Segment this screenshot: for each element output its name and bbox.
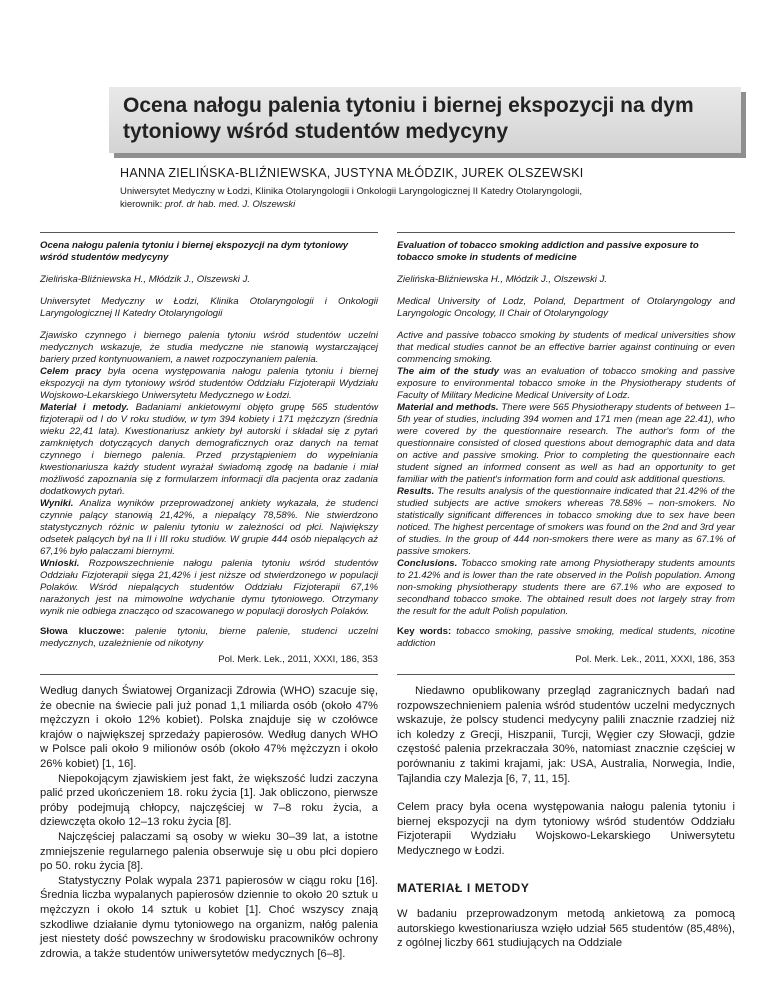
abstract-en-title: Evaluation of tobacco smoking addiction and passive exposure to tobacco smoke in students of medicine: [397, 240, 699, 263]
abstract-en-results-text: The results analysis of the questionnaire indicated that 21.42% of the studied subjects are active smokers whereas 78.58% – non-smokers. No statistically significant differences in tobacco smoking due to sex have been noticed. The highest percentage of smokers was found on the 2nd and 3rd year of studies. In the group of 444 non-smokers there were as many as 67.1% of passive smokers.: [397, 486, 735, 557]
body-paragraph: Statystyczny Polak wypala 2371 papierosów w ciągu roku [16]. Średnia liczba wypalanych papierosów dziennie to około 20 sztuk u mężczyzn i około 14 sztuk u kobiet [1]. Choć wszyscy znają szkodliwe działanie dymu tytoniowego na organizm, nałóg palenia jest niestety dość powszechny w środowisku pracowników ochrony zdrowia, a także studentów uniwersytetów medycznych [6–8].: [40, 874, 378, 960]
keywords-en-label: Key words:: [397, 626, 452, 637]
abstract-polish: [40, 232, 378, 618]
abstract-pl-conclusions-text: Rozpowszechnienie nałogu palenia tytoniu wśród studentów Oddziału Fizjoterapii sięga 21,42% i jest niższe od stwierdzonego w populacji Polaków. Wśród niepalących studentów Oddziału Fizjoterapii 67,1% narażonych jest na mimowolne wdychanie dymu tytoniowego. Otrzymany wynik nie odbiega znacząco od szacowanego w populacji dorosłych Polaków.: [40, 558, 378, 617]
abstract-pl-title: Ocena nałogu palenia tytoniu i biernej ekspozycji na dym tytoniowy wśród studentów medycyny: [40, 240, 349, 263]
abstract-pl-affiliation: Uniwersytet Medyczny w Łodzi, Klinika Otolaryngologii i Onkologii Laryngologicznej II Katedry Otolaryngologii: [40, 296, 378, 319]
body-column-left: [40, 684, 378, 961]
body-paragraph: Niepokojącym zjawiskiem jest fakt, że większość ludzi zaczyna palić przed ukończeniem 18. roku życia [1]. Jak obliczono, pierwsze próby podejmują chłopcy, najczęściej w 7–8 roku życia, a dziewczęta około 12–13 roku życia [8].: [40, 772, 378, 829]
keywords-pl-label: Słowa kluczowe:: [40, 626, 125, 637]
article-authors: HANNA ZIELIŃSKA-BLIŹNIEWSKA, JUSTYNA MŁÓDZIK, JUREK OLSZEWSKI: [120, 166, 584, 180]
body-paragraph: Niedawno opublikowany przegląd zagranicznych badań nad rozpowszechnieniem palenia wśród studentów uczelni medycznych wskazuje, że polscy studenci medycyny palili znacznie rzadziej niż ich koledzy z Grecji, Hiszpanii, Turcji, Węgier czy Słowacji, gdzie częstość palenia przekraczała 30%, natomiast znacznie częściej w porównaniu z takimi krajami, jak: USA, Australia, Norwegia, Indie, Tajlandia czy Malezja [6, 7, 11, 15].: [397, 685, 735, 785]
abstract-top-rule: [397, 232, 735, 233]
paragraph-gap: [397, 786, 735, 800]
abstract-pl-methods-text: Badaniami ankietowymi objęto grupę 565 studentów fizjoterapii od I do V roku studiów, w tym 394 kobiety i 171 mężczyzn (średnia wieku 22,41 lata). Kwestionariusz ankiety był autorski i składał się z pytań zamkniętych dotyczących danych demograficznych oraz danych na temat czynnego i biernego palenia. Przed przystąpieniem do wypełniania kwestionariusza każdy student wyrażał świadomą zgodę na badanie i miał możliwość zapoznania się z formularzem informacji dla pacjenta oraz zadania dodatkowych pytań.: [40, 402, 379, 497]
affiliation-line-2: [120, 198, 720, 211]
abstract-pl-conclusions: [40, 558, 378, 618]
abstract-en-methods-label: Material and methods.: [397, 402, 499, 413]
article-affiliation: [120, 185, 720, 211]
abstract-pl-methods-label: Materiał i metody.: [40, 402, 129, 413]
affiliation-line-1: Uniwersytet Medyczny w Łodzi, Klinika Otolaryngologii i Onkologii Laryngologicznej II Katedry Otolaryngologii,: [120, 186, 583, 197]
abstract-pl-methods: [40, 402, 378, 498]
article-title: Ocena nałogu palenia tytoniu i biernej ekspozycji na dym tytoniowy wśród studentów medycyny: [123, 94, 694, 143]
abstract-en-conclusions-label: Conclusions.: [397, 558, 458, 569]
abstract-pl-results-label: Wyniki.: [40, 498, 74, 509]
section-heading: MATERIAŁ I METODY: [397, 880, 530, 895]
body-paragraph: Według danych Światowej Organizacji Zdrowia (WHO) szacuje się, że obecnie na świecie pali już ponad 1,1 miliarda osób (około 47% mężczyzn i około 12% kobiet). Polska znajduje się w czołówce krajów o największej sprzedaży papierosów. Według danych WHO w Polsce pali około 9 milionów osób (około 47% mężczyzn i około 26% kobiet) [1, 16].: [40, 685, 378, 770]
abstract-pl-aim-text: była ocena występowania nałogu palenia tytoniu i biernej ekspozycji na dym tytoniowy wśród studentów Oddziału Fizjoterapii Wydziału Wojskowo-Lekarskiego Uniwersytetu Medycznego w Łodzi.: [40, 366, 378, 401]
abstract-en-aim: [397, 366, 735, 402]
citation-en: Pol. Merk. Lek., 2011, XXXI, 186, 353: [575, 654, 735, 665]
body-paragraph: Celem pracy była ocena występowania nałogu palenia tytoniu i biernej ekspozycji na dym tytoniowy wśród studentów Oddziału Fizjoterapii Wydziału Wojskowo-Lekarskiego Uniwersytetu Medycznego w Łodzi.: [397, 801, 735, 857]
keywords-en: [397, 626, 735, 650]
body-column-right: [397, 684, 735, 951]
abstract-pl-results-text: Analiza wyników przeprowadzonej ankiety wykazała, że studenci czynnie palący stanowią 21,42%, a niepalący 78,58%. Nie stwierdzono statystycznych różnic w paleniu tytoniu w zależności od płci. Największy odsetek palących był na II i III roku studiów. W grupie 444 osób niepalących aż 67,1% było palaczami biernymi.: [40, 498, 378, 557]
abstract-pl-results: [40, 498, 378, 558]
abstract-en-body: [397, 330, 735, 618]
abstract-en-authors: Zielińska-Bliźniewska H., Młódzik J., Olszewski J.: [397, 274, 608, 285]
abstract-bottom-rule: [40, 674, 378, 675]
abstract-bottom-rule: [397, 674, 735, 675]
abstract-en-methods: [397, 402, 735, 486]
abstract-en-results: [397, 486, 735, 558]
abstract-en-results-label: Results.: [397, 486, 435, 497]
affiliation-head-prefix: kierownik:: [120, 199, 165, 210]
abstract-pl-conclusions-label: Wnioski.: [40, 558, 80, 569]
abstract-pl-intro: Zjawisko czynnego i biernego palenia tytoniu wśród studentów uczelni medycznych wskazuje, że studia medyczne nie stanowią wystarczającej bariery przed kontynuowaniem, a nawet rozpoczynaniem palenia.: [40, 330, 378, 365]
article-title-box: [109, 87, 741, 153]
abstract-en-aim-label: The aim of the study: [397, 366, 499, 377]
citation-pl: Pol. Merk. Lek., 2011, XXXI, 186, 353: [218, 654, 378, 665]
keywords-en-text: tobacco smoking, passive smoking, medical students, nicotine addiction: [397, 626, 735, 649]
keywords-pl-text: palenie tytoniu, bierne palenie, studenci uczelni medycznych, uzależnienie od nikotyny: [40, 626, 378, 649]
abstract-pl-aim-label: Celem pracy: [40, 366, 102, 377]
body-paragraph: W badaniu przeprowadzonym metodą ankietową za pomocą autorskiego kwestionariusza wzięło udział 565 studentów (85,48%), z ogólnej liczby 661 studiujących na Oddziale: [397, 908, 735, 950]
abstract-en-conclusions: [397, 558, 735, 618]
abstract-en-affiliation: Medical University of Lodz, Poland, Department of Otolaryngology and Laryngologic Oncology, II Chair of Otolaryngology: [397, 296, 735, 319]
keywords-pl: [40, 626, 378, 650]
abstract-en-methods-text: There were 565 Physiotherapy students of between 1–5th year of studies, including 394 women and 171 men (mean age 22.41), who were covered by the questionnaire research. The author's form of the questionnaire consisted of closed questions about demographic data and data on active and passive smoking. Prior to completing the questionnaire each student signed an informed consent as well as had an opportunity to get familiar with the patient's information form and could ask additional questions.: [397, 402, 735, 485]
abstract-english: [397, 232, 735, 618]
abstract-top-rule: [40, 232, 378, 233]
abstract-en-intro: Active and passive tobacco smoking by students of medical universities show that medical studies cannot be an effective barrier against continuing or even commencing smoking.: [397, 330, 735, 365]
abstract-en-aim-text: was an evaluation of tobacco smoking and passive exposure to environmental tobacco smoke in the Physiotherapy students of Faculty of Military Medicine Medical University of Lodz.: [397, 366, 735, 401]
abstract-pl-aim: [40, 366, 378, 402]
body-paragraph: Najczęściej palaczami są osoby w wieku 30–39 lat, a istotne zmniejszenie regularnego palenia obserwuje się u obu płci dopiero po 50. roku życia [8].: [40, 830, 378, 873]
abstract-en-conclusions-text: Tobacco smoking rate among Physiotherapy students amounts to 21.42% and is lower than the rate observed in the Polish population. Among non-smoking physiotherapy students there are 67.1% who are exposed to secondhand tobacco smoke. The obtained result does not largely stray from the result for the adult Polish population.: [397, 558, 735, 617]
abstract-pl-body: [40, 330, 378, 618]
abstract-pl-authors: Zielińska-Bliźniewska H., Młódzik J., Olszewski J.: [40, 274, 251, 285]
affiliation-head-name: prof. dr hab. med. J. Olszewski: [164, 199, 296, 210]
